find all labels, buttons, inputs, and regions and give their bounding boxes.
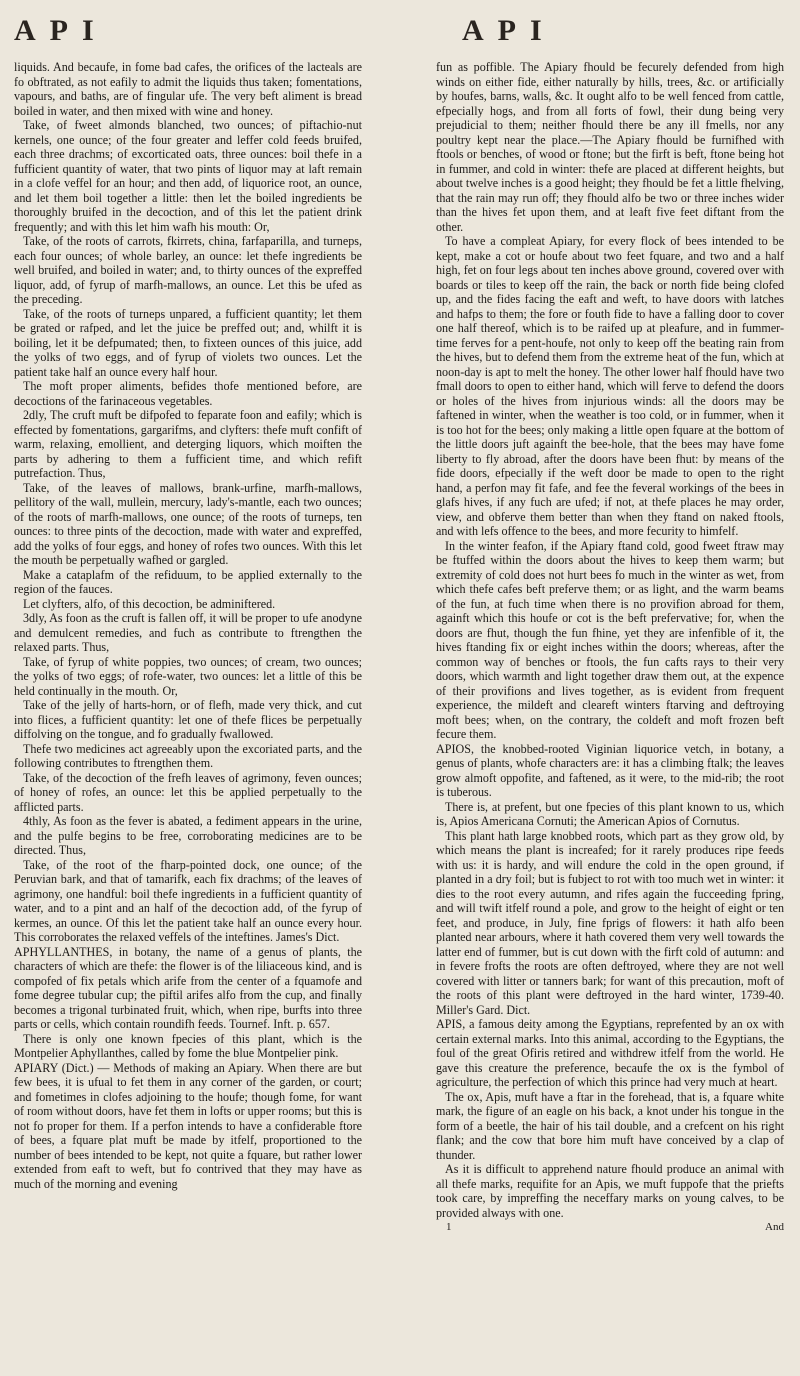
paragraph: 3dly, As foon as the cruft is fallen off, it will be proper to ufe anodyne and demulcent remedies, and fuch as contribute to ftrengthen the relaxed parts. Thus, [14,611,362,654]
paragraph: Let clyfters, alfo, of this decoction, be adminiftered. [23,596,276,611]
paragraph: The moft proper aliments, befides thofe mentioned before, are decoctions of the farinaceous vegetables. [14,379,362,408]
signature-mark: 1 [446,1221,452,1233]
paragraph: Take, of the roots of carrots, fkirrets, china, farfaparilla, and turneps, each four ounces; of whole barley, an ounce: let thefe ingredients be well bruifed, and boiled in water; and, to thirty ounces of the expreffed liquor, add, of fyrup of marfh-mallows, an ounce. Let this be ufed as the preceding. [14,234,362,306]
paragraph: 4thly, As foon as the fever is abated, a fediment appears in the urine, and the pulfe begins to be free, corroborating medicines are to be directed. Thus, [14,814,362,857]
paragraph: Take of the jelly of harts-horn, or of flefh, made very thick, and cut into flices, a fufficient quantity: let one of thefe flices be perpetually diffolving on the tongue, and fo gradually fwallowed. [14,698,362,741]
paragraph: To have a compleat Apiary, for every flock of bees intended to be kept, make a cot or houfe about two feet fquare, and two and a half high, fet on four legs about ten inches above ground, covered over with boards or tiles to keep off the rain, the back or north fide being clofed up, and the fides facing the eaft and weft, to have doors with latches and hafps to them; the fore or fouth fide to have a falling door to cover one half thereof, which is to be raifed up at pleafure, and in fummer-time ferves for a pent-houfe, not only to keep off the beating rain from the hives, but to defend them from the extreme heat of the fun, which at noon-day is apt to melt the honey. The other lower half fhould have two fmall doors to open to either hand, which will ferve to defend the doors or holes of the hives from injurious winds: all the doors may be faftened in winter, when the weather is too cold, or in fummer, when it is too hot for the bees; only making a little open fquare at the bottom of the little doors juft againft the bee-hole, that the bees may have fome liberty to fly abroad, after the doors have been fhut: by means of the fide doors, efpecially if the weft door be made to open to the right hand, a perfon may fit fafe, and fee the feveral workings of the bees in glafs hives, if any fuch are ufed; if not, at thefe places he may order, view, and obferve them better than when they ftand on naked ftools, and with lefs offence to the bees, and more fecurity to himfelf. [436,234,784,538]
paragraph: Take, of fyrup of white poppies, two ounces; of cream, two ounces; the yolks of two eggs; of rofe-water, two ounces: let a little of this be held continually in the mouth. Or, [14,654,362,698]
paragraph: Make a cataplafm of the refiduum, to be applied externally to the region of the fauces. [14,567,362,596]
paragraph: Take, of the root of the fharp-pointed dock, one ounce; of the Peruvian bark, and that of tamarifk, each fix drachms; of the leaves of agrimony, one handful: boil thefe ingredients in a fufficient quantity of water, and to a pint and an half of the decoction add, of the fyrup of kermes, an ounce. Of this let the patient take half an ounce every hour. This corroborates the relaxed veffels of the inteftines. James's Dict. [14,857,362,944]
left-column [14,60,362,1350]
paragraph: As it is difficult to apprehend nature fhould produce an animal with all thefe marks, requifite for an Apis, we muft fuppofe that the priefts took care, by impreffing the neceffary marks on young calves, to be provided always with one. [436,1162,784,1220]
page-footer [436,1220,784,1235]
paragraph: The ox, Apis, muft have a ftar in the forehead, that is, a fquare white mark, the figure of an eagle on his back, a knot under his tongue in the form of a beetle, the hair of his tail double, and a crefcent on his right flank; and the cow that bore him muft have conceived by a clap of thunder. [436,1089,784,1162]
paragraph: Thefe two medicines act agreeably upon the excoriated parts, and the following contributes to ftrengthen them. [14,741,362,770]
paragraph: There is, at prefent, but one fpecies of this plant known to us, which is, Apios Americana Cornuti; the American Apios of Cornutus. [436,799,784,828]
paragraph: 2dly, The cruft muft be difpofed to feparate foon and eafily; which is effected by fomentations, gargarifms, and clyfters: thefe muft confift of warm, relaxing, emollient, and deterging liquors, which moiften the parts by adhering to them a fufficient time, and which refift putrefaction. Thus, [14,408,362,480]
paragraph: Take, of the roots of turneps unpared, a fufficient quantity; let them be grated or rafped, and let the juice be preffed out; and, whilft it is boiling, let it be defpumated; then, to fixteen ounces of this juice, add the yolks of two eggs, and of fyrup of violets two ounces. Let the patient take half an ounce every half hour. [14,306,362,379]
right-column [436,60,784,1350]
paragraph: Take, of fweet almonds blanched, two ounces; of piftachio-nut kernels, one ounce; of the four greater and leffer cold feeds bruifed, each three drachms; of excorticated oats, three ounces: boil thefe in a fufficient quantity of water, that two pints of liquor may at laft remain in a clofe veffel for an hour; and then add, of liquorice root, an ounce, and let them boil together a little: then let the boiled ingredients be thoroughly bruifed in the decoction, and of this let the patient drink frequently; and with this let him wafh his mouth: Or, [14,118,362,234]
paragraph: There is only one known fpecies of this plant, which is the Montpelier Aphyllanthes, called by fome the blue Montpelier pink. [14,1031,362,1060]
paragraph: fun as poffible. The Apiary fhould be fecurely defended from high winds on either fide, either naturally by hills, trees, &c. or artificially by houfes, barns, walls, &c. It ought alfo to be well fenced from cattle, efpecially hogs, and from all forts of fowl, their dung being very prejudicial to them; neither fhould there be any ill fmells, nor any poultry kept near the place.—The Apiary fhould be furnifhed with ftools or benches, of wood or ftone; but the firft is beft, ftone being hot in fummer, and cold in winter: thefe are placed at different heights, but about twelve inches is a good height; they fhould be fet a little fhelving, that the rain may run off; they fhould alfo be two or three inches wider than the hives fet upon them, and at leaft five feet diftant from the other. [436,60,784,234]
paragraph: This plant hath large knobbed roots, which part as they grow old, by which means the plant is increafed; for it rarely produces ripe feeds with us: it is hardy, and will endure the cold in the open ground, if planted in a dry foil; but is fubject to rot with too much wet in winter: it dies to the root every autumn, and rifes again the fucceeding fpring, and will twift itfelf round a pole, and grow to the height of eight or ten feet, and produce, in July, fine fprigs of flowers: it hath alfo been planted near arbours, where it hath covered them very well towards the latter end of fummer, but is cut down with the firft cold of autumn: and in fevere frofts the roots are often deftroyed, where they are not well covered with litter or tanners bark; for want of this precaution, moft of the roots of this plant were deftroyed in the hard winter, 1739-40. Miller's Gard. Dict. [436,828,784,1017]
entry-apios: APIOS, the knobbed-rooted Viginian liquorice vetch, in botany, a genus of plants, whofe characters are: it has a climbing ftalk; the leaves grow almoft oppofite, and faftened, as it were, to the mid-rib; the root is tuberous. [436,741,784,799]
paragraph: Take, of the leaves of mallows, brank-urfine, marfh-mallows, pellitory of the wall, mullein, mercury, lady's-mantle, each two ounces; of the roots of marfh-mallows, one ounce; of the roots of turneps, ten ounces: to three pints of the decoction, made with water and expreffed, add the yolks of four eggs, and honey of rofes two ounces. With this let the mouth be perpetually wafhed or gargled. [14,480,362,567]
paragraph: Take, of the decoction of the frefh leaves of agrimony, feven ounces; of honey of rofes, an ounce: let this be applied perpetually to the afflicted parts. [14,770,362,814]
paragraph: liquids. And becaufe, in fome bad cafes, the orifices of the lacteals are fo obftrated, as not eafily to admit the liquids thus taken; fomentations, vapours, and baths, are of fingular ufe. The very beft aliment is bread boiled in water, and then mixed with wine and honey. [14,60,362,118]
entry-apiary: APIARY (Dict.) — Methods of making an Apiary. When there are but few bees, it is ufual to fet them in any corner of the garden, or court; and fometimes in clofes adjoining to the houfe; though fome, for want of room without doors, have fet them in lofts or upper rooms; but this is not fo proper for them. If a perfon intends to have a confiderable ftore of bees, a fquare plat muft be made by itfelf, proportioned to the number of bees intended to be kept, not quite a fquare, but rather lower extended from eaft to weft, but fo contrived that they may have as much of the morning and evening [14,1060,362,1191]
header-right: API [462,14,556,47]
header-left: API [14,14,108,47]
running-header [0,14,800,54]
entry-apis: APIS, a famous deity among the Egyptians, reprefented by an ox with certain external marks. Into this animal, according to the Egyptians, the foul of the great Ofiris retired and withdrew itfelf from the world. He gave this creature the preference, becaufe the ox is the fymbol of agriculture, the perfection of which this prince had very much at heart. [436,1017,784,1089]
catchword: And [765,1221,784,1233]
entry-aphyllanthes: APHYLLANTHES, in botany, the name of a genus of plants, the characters of which are thefe: the flower is of the liliaceous kind, and is compofed of fix petals which arife from the center of a fquamofe and fome degree tubular cup; the piftil arifes alfo from the cup, and finally becomes a trigonal turbinated fruit, which, when ripe, burfts into three parts or cells, which contain roundifh feeds. Tournef. Inft. p. 657. [14,944,362,1031]
paragraph: In the winter feafon, if the Apiary ftand cold, good fweet ftraw may be ftuffed within the doors about the hives to keep them warm; but extremity of cold does not hurt bees fo much in the winter as wet, from which thefe cafes beft preferve them; or as light, and the warm beams of the fun, at fuch time when there is no provifion abroad for them, againft which this houfe or cot is the beft prefervative; for, when the doors are fhut, though the fun fhine, yet they are infenfible of it, the hives ftanding fix or eight inches within the doors; whereas, after the common way of benches or ftools, the fun cafts rays to their very doors, which warmth and light together draw them out, at the expence of their provifions and lives together, as is evident from frequent experience, the mildeft and cleareft winters ftarving and deftroying moft bees; when, on the contrary, the coldeft and moft frozen beft fecure them. [436,538,784,741]
